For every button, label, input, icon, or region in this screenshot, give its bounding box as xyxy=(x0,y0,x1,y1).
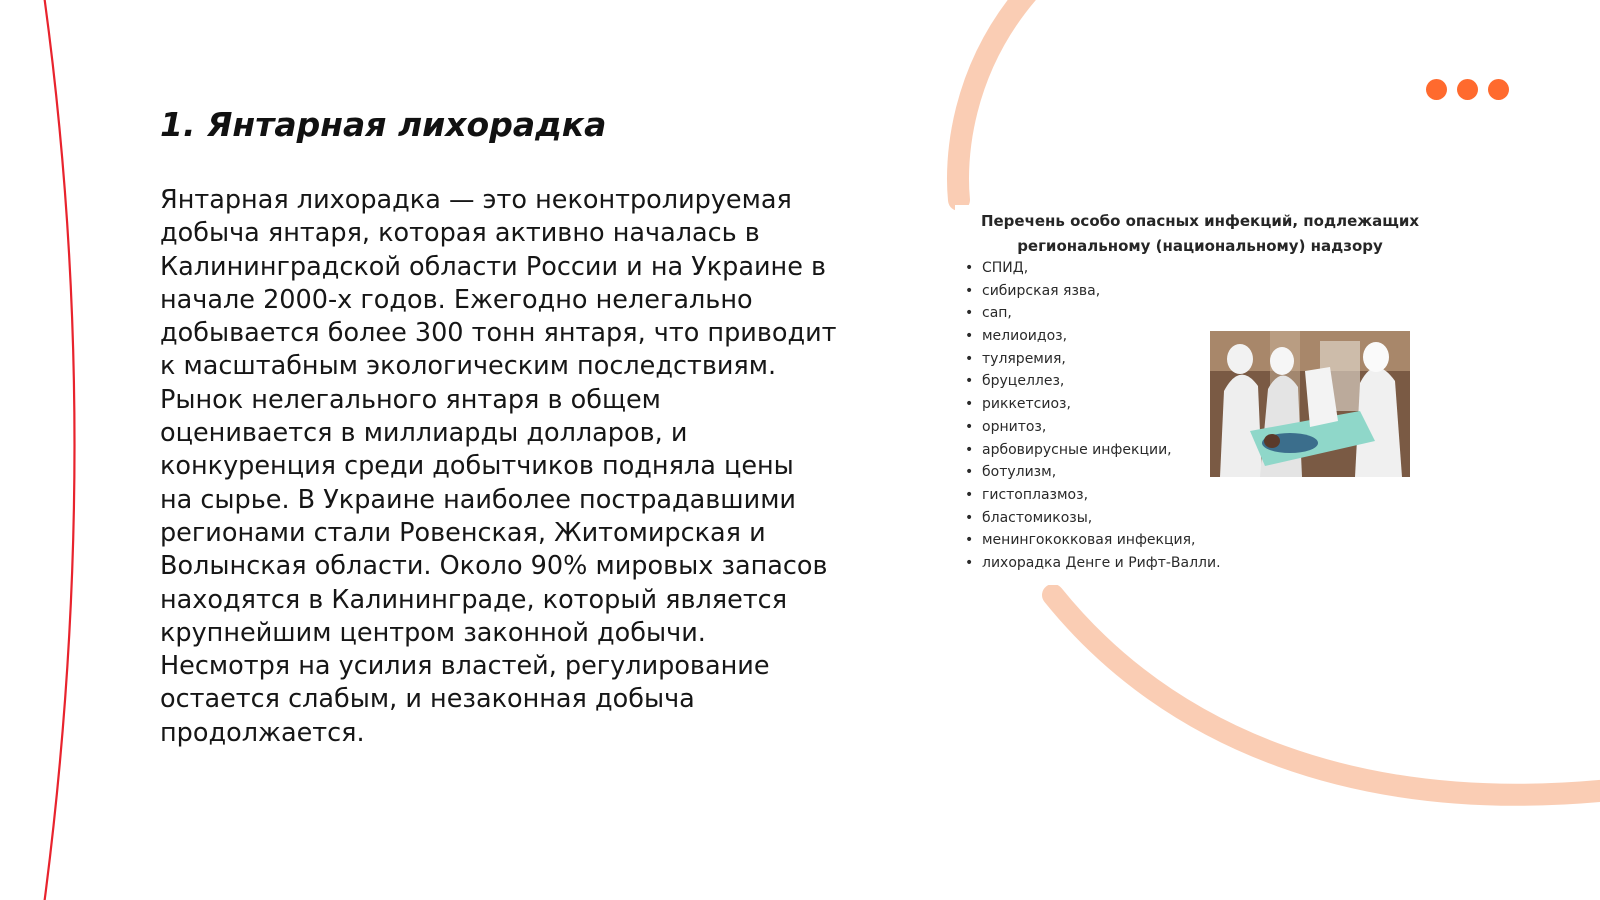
list-item: • бруцеллез, xyxy=(965,370,1221,393)
medical-workers-photo xyxy=(1210,331,1410,477)
body-line: регионами стали Ровенская, Житомирская и xyxy=(160,517,766,548)
list-item: • арбовирусные инфекции, xyxy=(965,439,1221,462)
body-line: добывается более 300 тонн янтаря, что приводит xyxy=(160,318,837,349)
dot xyxy=(1457,79,1478,100)
list-item: • сап, xyxy=(965,302,1221,325)
dot xyxy=(1426,79,1447,100)
body-line: на сырье. В Украине наиболее пострадавшими xyxy=(160,484,797,515)
infographic-heading-line: региональному (национальному) надзору xyxy=(1017,237,1383,255)
body-line: Калининградской области России и на Украине в xyxy=(160,251,827,282)
body-line: продолжается. xyxy=(160,717,365,748)
list-item: • ботулизм, xyxy=(965,461,1221,484)
body-line: остается слабым, и незаконная добыча xyxy=(160,684,695,715)
body-line: находятся в Калининграде, который является xyxy=(160,584,788,615)
list-item: • бластомикозы, xyxy=(965,507,1221,530)
list-item: • мелиоидоз, xyxy=(965,325,1221,348)
list-item: • менингококковая инфекция, xyxy=(965,529,1221,552)
body-line: Рынок нелегального янтаря в общем xyxy=(160,384,661,415)
body-line: конкуренция среди добытчиков подняла цены xyxy=(160,451,794,482)
three-dots-icon[interactable] xyxy=(1426,79,1509,100)
list-item: • СПИД, xyxy=(965,257,1221,280)
body-line: крупнейшим центром законной добычи. xyxy=(160,617,706,648)
body-line: оценивается в миллиарды долларов, и xyxy=(160,418,688,449)
body-line: Несмотря на усилия властей, регулирование xyxy=(160,651,770,682)
list-item: • риккетсиоз, xyxy=(965,393,1221,416)
body-line: добыча янтаря, которая активно началась в xyxy=(160,218,760,249)
slide-title: 1. Янтарная лихорадка xyxy=(160,105,607,144)
body-paragraph xyxy=(160,184,860,750)
body-line: Волынская области. Около 90% мировых запасов xyxy=(160,551,828,582)
list-item: • орнитоз, xyxy=(965,416,1221,439)
body-line: начале 2000-х годов. Ежегодно нелегально xyxy=(160,284,753,315)
infections-list-image xyxy=(955,205,1435,585)
infographic-heading xyxy=(955,209,1445,259)
infections-list xyxy=(965,257,1221,575)
list-item: • лихорадка Денге и Рифт-Валли. xyxy=(965,552,1221,575)
dot xyxy=(1488,79,1509,100)
list-item: • туляремия, xyxy=(965,348,1221,371)
left-red-curve xyxy=(44,0,75,900)
body-line: Янтарная лихорадка — это неконтролируемая xyxy=(160,185,792,215)
list-item: • гистоплазмоз, xyxy=(965,484,1221,507)
infographic-heading-line: Перечень особо опасных инфекций, подлежащих xyxy=(980,212,1420,230)
list-item: • сибирская язва, xyxy=(965,280,1221,303)
body-line: к масштабным экологическим последствиям. xyxy=(160,351,777,382)
